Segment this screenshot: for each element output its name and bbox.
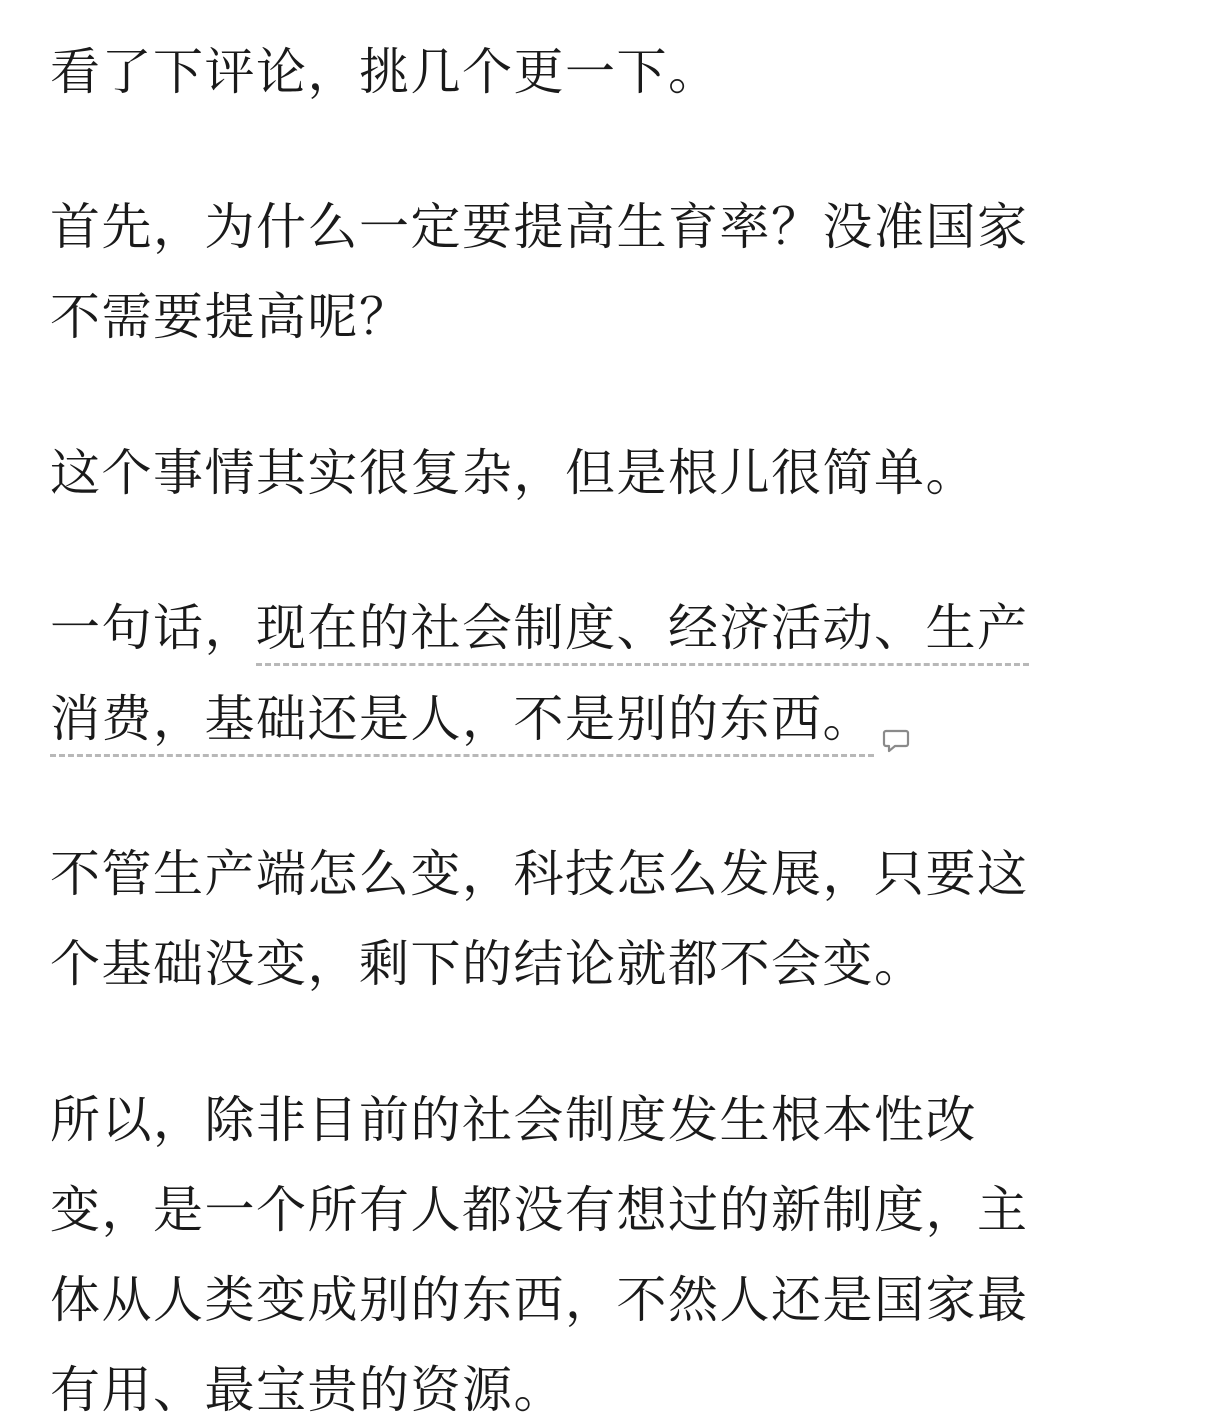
paragraph-4-line-1 bbox=[50, 598, 1029, 658]
paragraph-4-plain-text: 一句话， bbox=[50, 599, 256, 657]
paragraph-6-line-4: 有用、最宝贵的资源。 bbox=[50, 1361, 565, 1419]
paragraph-6-line-2: 变，是一个所有人都没有想过的新制度，主 bbox=[50, 1181, 1029, 1239]
highlighted-annotation-text[interactable]: 现在的社会制度、经济活动、生产 bbox=[256, 599, 1029, 666]
highlighted-annotation-text[interactable]: 消费，基础还是人，不是别的东西。 bbox=[50, 690, 874, 757]
paragraph-6-line-1: 所以，除非目前的社会制度发生根本性改 bbox=[50, 1091, 977, 1149]
paragraph-6-line-3: 体从人类变成别的东西，不然人还是国家最 bbox=[50, 1271, 1029, 1329]
paragraph-5-line-1: 不管生产端怎么变，科技怎么发展，只要这 bbox=[50, 845, 1029, 903]
paragraph-2-line-2: 不需要提高呢？ bbox=[50, 288, 411, 346]
paragraph-4-line-2 bbox=[50, 689, 910, 749]
paragraph-3-line-1: 这个事情其实很复杂，但是根儿很简单。 bbox=[50, 444, 977, 502]
paragraph-2-line-1: 首先，为什么一定要提高生育率？没准国家 bbox=[50, 198, 1029, 256]
paragraph-5-line-2: 个基础没变，剩下的结论就都不会变。 bbox=[50, 935, 926, 993]
paragraph-1-line-1: 看了下评论，挑几个更一下。 bbox=[50, 43, 720, 101]
comment-bubble-icon[interactable] bbox=[882, 707, 910, 735]
